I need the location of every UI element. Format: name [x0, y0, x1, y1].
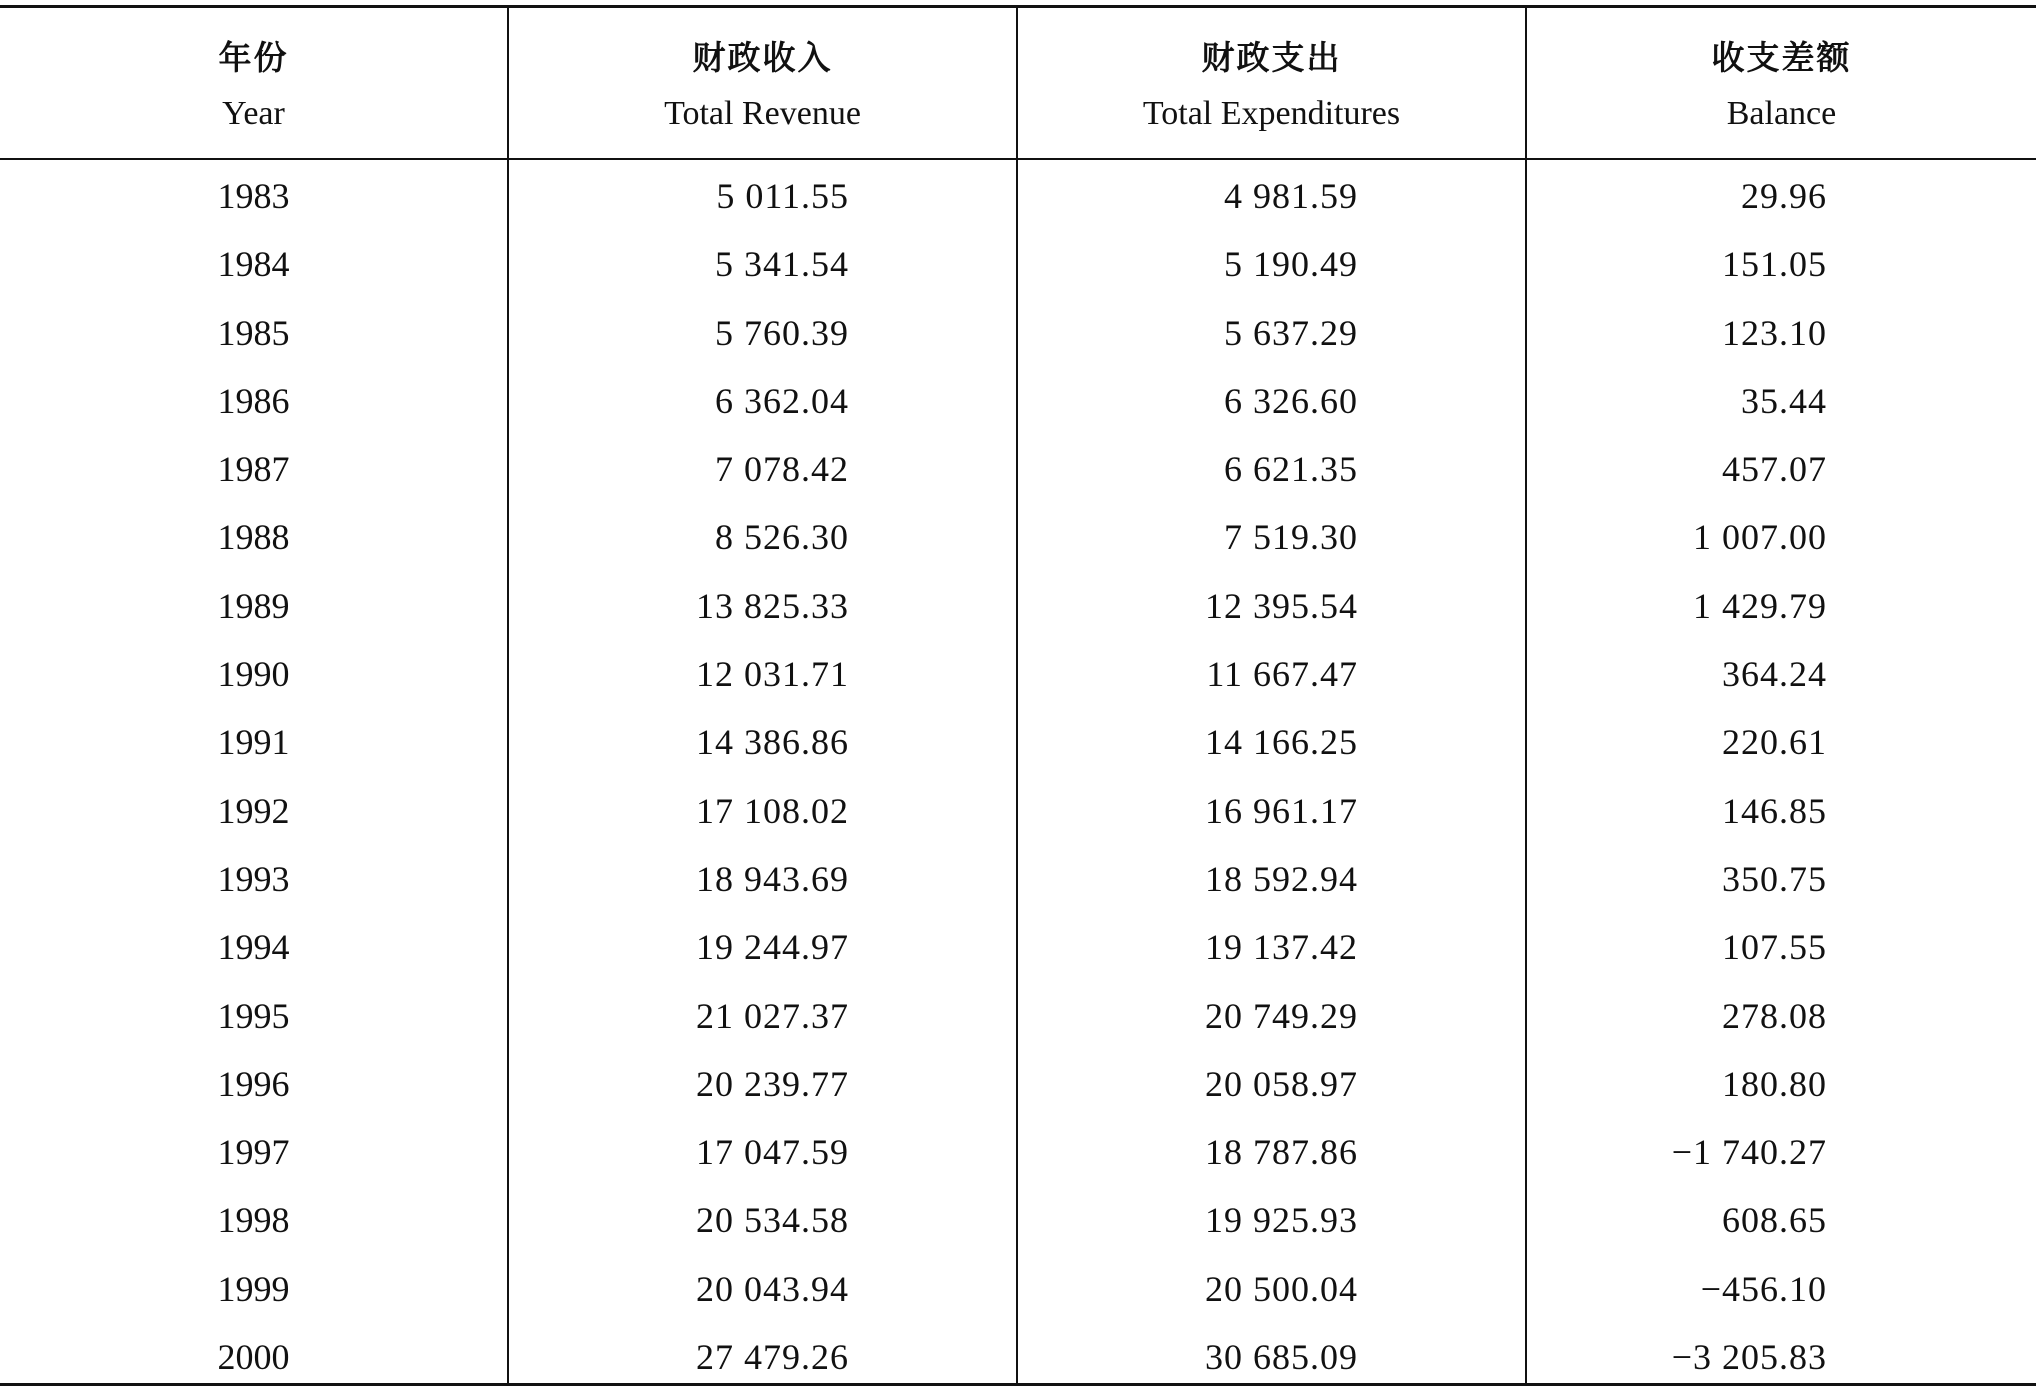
header-expenditure-zh: 财政支出	[1201, 38, 1342, 77]
expenditure-cell: 18 592.94	[1205, 858, 1358, 899]
revenue-cell: 17 108.02	[696, 790, 849, 831]
year-cell: 1988	[217, 517, 290, 558]
header-balance	[1527, 8, 2036, 158]
table-body	[0, 160, 2036, 1389]
expenditure-cell: 19 925.93	[1205, 1200, 1358, 1241]
header-expenditure-en: Total Expenditures	[1142, 95, 1401, 132]
year-cell: 1985	[217, 312, 290, 353]
year-cell: 2000	[217, 1337, 290, 1378]
table-row	[0, 1048, 2036, 1116]
expenditure-cell: 5 637.29	[1224, 312, 1358, 353]
year-cell: 1995	[217, 995, 290, 1036]
table-row	[0, 1184, 2036, 1252]
header-year	[0, 8, 507, 158]
revenue-cell: 21 027.37	[696, 995, 849, 1036]
expenditure-cell: 20 749.29	[1205, 995, 1358, 1036]
table-row	[0, 1321, 2036, 1389]
table-row	[0, 1253, 2036, 1321]
header-revenue	[509, 8, 1016, 158]
balance-cell: 364.24	[1722, 654, 1827, 695]
expenditure-cell: 20 058.97	[1205, 1063, 1358, 1104]
balance-cell: 146.85	[1722, 790, 1827, 831]
expenditure-cell: 4 981.59	[1224, 176, 1358, 216]
revenue-cell: 17 047.59	[696, 1132, 849, 1173]
header-expenditure	[1018, 8, 1525, 158]
year-cell: 1991	[217, 722, 290, 763]
expenditure-cell: 18 787.86	[1205, 1132, 1358, 1173]
table-row	[0, 365, 2036, 433]
year-cell: 1997	[217, 1132, 290, 1173]
balance-cell: 1 007.00	[1693, 517, 1827, 558]
table-row	[0, 980, 2036, 1048]
header-revenue-en: Total Revenue	[664, 95, 861, 132]
expenditure-cell: 30 685.09	[1205, 1337, 1358, 1378]
expenditure-cell: 16 961.17	[1205, 790, 1358, 831]
expenditure-cell: 14 166.25	[1205, 722, 1358, 763]
balance-cell: −3 205.83	[1671, 1337, 1827, 1378]
table-row	[0, 297, 2036, 365]
balance-cell: 29.96	[1741, 176, 1827, 216]
balance-cell: 35.44	[1741, 380, 1827, 421]
year-cell: 1993	[217, 858, 290, 899]
balance-cell: 278.08	[1722, 995, 1827, 1036]
revenue-cell: 20 239.77	[696, 1063, 849, 1104]
year-cell: 1987	[217, 449, 290, 490]
year-cell: 1986	[217, 380, 290, 421]
header-balance-zh: 收支差额	[1711, 38, 1852, 77]
table-row	[0, 228, 2036, 296]
revenue-cell: 19 244.97	[696, 927, 849, 968]
table-row	[0, 911, 2036, 979]
expenditure-cell: 11 667.47	[1206, 654, 1358, 695]
revenue-cell: 5 341.54	[715, 244, 849, 285]
expenditure-cell: 20 500.04	[1205, 1268, 1358, 1309]
revenue-cell: 7 078.42	[715, 449, 849, 490]
balance-cell: 220.61	[1722, 722, 1827, 763]
table-row	[0, 843, 2036, 911]
header-revenue-zh: 财政收入	[692, 38, 833, 77]
year-cell: 1983	[217, 176, 290, 216]
year-cell: 1984	[217, 244, 290, 285]
table-row	[0, 1116, 2036, 1184]
balance-cell: 350.75	[1722, 858, 1827, 899]
revenue-cell: 20 043.94	[696, 1268, 849, 1309]
table-row	[0, 433, 2036, 501]
balance-cell: 1 429.79	[1693, 585, 1827, 626]
balance-cell: 151.05	[1722, 244, 1827, 285]
revenue-cell: 13 825.33	[696, 585, 849, 626]
year-cell: 1994	[217, 927, 290, 968]
balance-cell: 107.55	[1722, 927, 1827, 968]
balance-cell: −1 740.27	[1671, 1132, 1827, 1173]
revenue-cell: 20 534.58	[696, 1200, 849, 1241]
revenue-cell: 14 386.86	[696, 722, 849, 763]
balance-cell: −456.10	[1700, 1268, 1827, 1309]
revenue-cell: 18 943.69	[696, 858, 849, 899]
header-year-zh: 年份	[218, 38, 289, 77]
balance-cell: 608.65	[1722, 1200, 1827, 1241]
table-row	[0, 638, 2036, 706]
year-cell: 1989	[217, 585, 290, 626]
revenue-cell: 6 362.04	[715, 380, 849, 421]
table-row	[0, 706, 2036, 774]
table-row	[0, 570, 2036, 638]
revenue-cell: 5 011.55	[716, 176, 849, 216]
revenue-cell: 8 526.30	[715, 517, 849, 558]
year-cell: 1996	[217, 1063, 290, 1104]
expenditure-cell: 6 621.35	[1224, 449, 1358, 490]
year-cell: 1990	[217, 654, 290, 695]
table-row	[0, 160, 2036, 228]
header-balance-en: Balance	[1726, 95, 1837, 132]
revenue-cell: 12 031.71	[696, 654, 849, 695]
expenditure-cell: 19 137.42	[1205, 927, 1358, 968]
expenditure-cell: 5 190.49	[1224, 244, 1358, 285]
header-year-en: Year	[222, 95, 285, 132]
year-cell: 1999	[217, 1268, 290, 1309]
balance-cell: 457.07	[1722, 449, 1827, 490]
year-cell: 1992	[217, 790, 290, 831]
expenditure-cell: 12 395.54	[1205, 585, 1358, 626]
revenue-cell: 27 479.26	[696, 1337, 849, 1378]
year-cell: 1998	[217, 1200, 290, 1241]
balance-cell: 180.80	[1722, 1063, 1827, 1104]
expenditure-cell: 6 326.60	[1224, 380, 1358, 421]
balance-cell: 123.10	[1722, 312, 1827, 353]
table-row	[0, 501, 2036, 569]
revenue-cell: 5 760.39	[715, 312, 849, 353]
table-row	[0, 775, 2036, 843]
expenditure-cell: 7 519.30	[1224, 517, 1358, 558]
